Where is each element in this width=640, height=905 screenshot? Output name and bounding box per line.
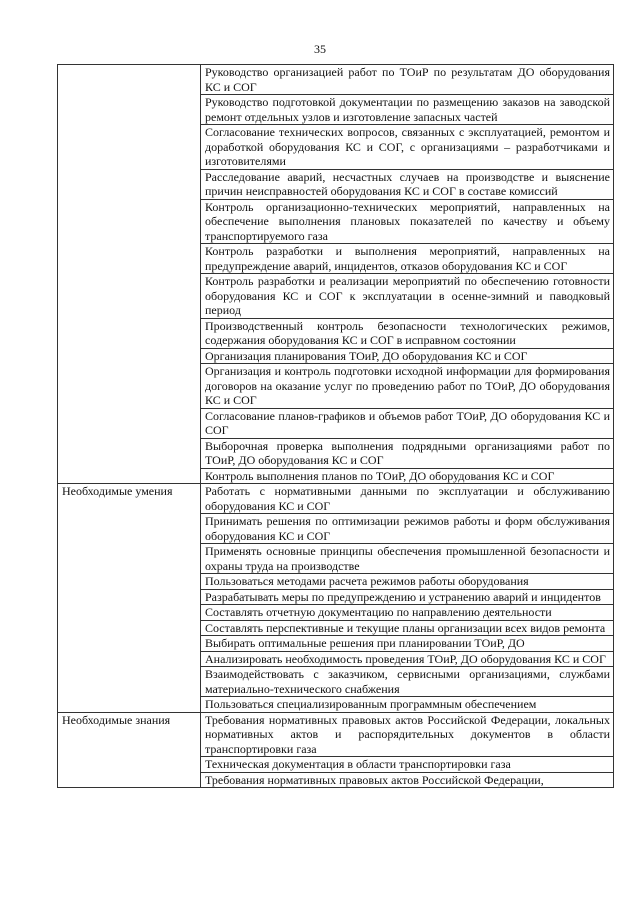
- table-cell-labor-actions: Расследование аварий, несчастных случаев на производстве и выяснение причин неисправностей оборудования КС и СОГ в составе комиссий: [201, 169, 614, 199]
- table-body: [58, 65, 614, 788]
- table-cell-labor-actions: Согласование технических вопросов, связанных с эксплуатацией, ремонтом и доработкой оборудования КС и СОГ, с организациями – разработчиками и изготовителями: [201, 125, 614, 170]
- table-row: [58, 712, 614, 757]
- table-cell-labor-actions: Производственный контроль безопасности технологических режимов, содержания оборудования КС и СОГ в исправном состоянии: [201, 318, 614, 348]
- table-cell-labor-actions: Руководство организацией работ по ТОиР по результатам ДО оборудования КС и СОГ: [201, 65, 614, 95]
- competency-table: [57, 64, 614, 788]
- table-cell-skills: Пользоваться методами расчета режимов работы оборудования: [201, 574, 614, 590]
- table-cell-skills: Применять основные принципы обеспечения промышленной безопасности и охраны труда на производстве: [201, 544, 614, 574]
- table-cell-labor-actions: Согласование планов-графиков и объемов работ ТОиР, ДО оборудования КС и СОГ: [201, 408, 614, 438]
- table-cell-skills: Составлять отчетную документацию по направлению деятельности: [201, 605, 614, 621]
- table-cell-labor-actions: Организация и контроль подготовки исходной информации для формирования договоров на оказание услуг по проведению работ по ТОиР, ДО оборудования КС и СОГ: [201, 364, 614, 409]
- section-label-knowledge: Необходимые знания: [58, 712, 201, 788]
- section-label-labor-actions: [58, 65, 201, 484]
- table-cell-knowledge: Требования нормативных правовых актов Российской Федерации,: [201, 772, 614, 788]
- table-cell-labor-actions: Контроль выполнения планов по ТОиР, ДО оборудования КС и СОГ: [201, 468, 614, 484]
- table-cell-skills: Работать с нормативными данными по эксплуатации и обслуживанию оборудования КС и СОГ: [201, 484, 614, 514]
- table-cell-labor-actions: Контроль разработки и реализации мероприятий по обеспечению готовности оборудования КС и СОГ к эксплуатации в осенне-зимний и паводковый период: [201, 274, 614, 319]
- table-cell-knowledge: Требования нормативных правовых актов Российской Федерации, локальных нормативных актов и распорядительных документов в области транспортировки газа: [201, 712, 614, 757]
- table-cell-skills: Принимать решения по оптимизации режимов работы и форм обслуживания оборудования КС и СОГ: [201, 514, 614, 544]
- table-cell-skills: Анализировать необходимость проведения ТОиР, ДО оборудования КС и СОГ: [201, 651, 614, 667]
- table-cell-skills: Выбирать оптимальные решения при планировании ТОиР, ДО: [201, 636, 614, 652]
- table-cell-skills: Пользоваться специализированным программным обеспечением: [201, 697, 614, 713]
- table-cell-labor-actions: Контроль разработки и выполнения мероприятий, направленных на предупреждение аварий, инцидентов, отказов оборудования КС и СОГ: [201, 244, 614, 274]
- table-cell-skills: Разрабатывать меры по предупреждению и устранению аварий и инцидентов: [201, 589, 614, 605]
- section-label-skills: Необходимые умения: [58, 484, 201, 713]
- page-number: 35: [314, 42, 326, 56]
- table-cell-skills: Взаимодействовать с заказчиком, сервисными организациями, службами материально-технического снабжения: [201, 667, 614, 697]
- table-cell-labor-actions: Организация планирования ТОиР, ДО оборудования КС и СОГ: [201, 348, 614, 364]
- table-cell-knowledge: Техническая документация в области транспортировки газа: [201, 757, 614, 773]
- table-row: [58, 65, 614, 95]
- table-cell-skills: Составлять перспективные и текущие планы организации всех видов ремонта: [201, 620, 614, 636]
- table-cell-labor-actions: Руководство подготовкой документации по размещению заказов на заводской ремонт отдельных узлов и изготовление запасных частей: [201, 95, 614, 125]
- table-cell-labor-actions: Контроль организационно-технических мероприятий, направленных на обеспечение выполнения плановых показателей по качеству и объему транспортируемого газа: [201, 199, 614, 244]
- table-cell-labor-actions: Выборочная проверка выполнения подрядными организациями работ по ТОиР, ДО оборудования КС и СОГ: [201, 438, 614, 468]
- table-row: [58, 484, 614, 514]
